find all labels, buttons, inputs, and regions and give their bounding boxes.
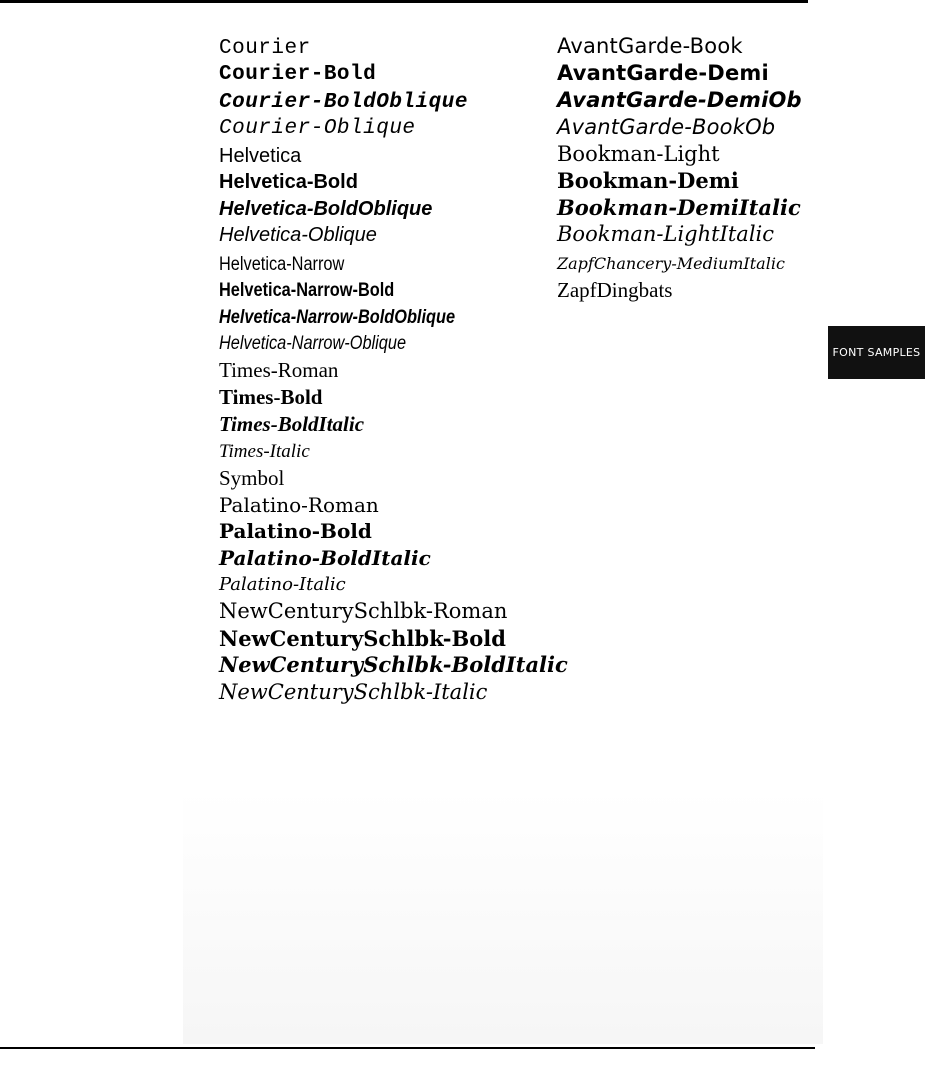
font-sample-newcenturyschlbk-bold: NewCenturySchlbk-Bold	[219, 626, 506, 651]
font-sample-bookman-light: Bookman-Light	[557, 142, 720, 166]
font-sample-times-italic: Times-Italic	[219, 441, 310, 462]
font-sample-newcenturyschlbk-bolditalic: NewCenturySchlbk-BoldItalic	[219, 652, 568, 677]
font-sample-helvetica-narrow-bold: Helvetica-Narrow-Bold	[219, 280, 395, 301]
font-sample-bookman-demiitalic: Bookman-DemiItalic	[557, 195, 801, 220]
font-sample-times-bold: Times-Bold	[219, 385, 323, 409]
font-sample-courier-bold: Courier-Bold	[219, 63, 377, 86]
font-sample-helvetica-narrow-boldoblique: Helvetica-Narrow-BoldOblique	[219, 307, 456, 328]
font-sample-palatino-bold: Palatino-Bold	[219, 519, 372, 543]
font-sample-times-roman: Times-Roman	[219, 358, 339, 382]
font-sample-times-bolditalic: Times-BoldItalic	[219, 412, 365, 436]
font-sample-palatino-bolditalic: Palatino-BoldItalic	[219, 546, 431, 570]
font-sample-zapfdingbats: ZapfDingbats	[557, 278, 673, 302]
page-background	[183, 790, 823, 1044]
font-sample-newcenturyschlbk-italic: NewCenturySchlbk-Italic	[219, 680, 488, 704]
bottom-rule	[0, 1047, 815, 1049]
font-sample-courier-boldoblique: Courier-BoldOblique	[219, 91, 468, 114]
font-sample-helvetica: Helvetica	[219, 145, 302, 167]
font-sample-helvetica-oblique: Helvetica-Oblique	[219, 224, 377, 246]
font-sample-avantgarde-bookob: AvantGarde-BookOb	[557, 115, 776, 139]
top-rule	[0, 0, 808, 3]
font-sample-newcenturyschlbk-roman: NewCenturySchlbk-Roman	[219, 599, 508, 623]
font-sample-bookman-lightitalic: Bookman-LightItalic	[557, 222, 775, 246]
font-sample-helvetica-boldoblique: Helvetica-BoldOblique	[219, 198, 433, 220]
font-sample-avantgarde-demiob: AvantGarde-DemiOb	[557, 88, 802, 112]
font-sample-avantgarde-demi: AvantGarde-Demi	[557, 61, 769, 85]
font-sample-zapfchancery-mediumitalic: ZapfChancery-MediumItalic	[557, 254, 785, 273]
font-sample-bookman-demi: Bookman-Demi	[557, 168, 739, 193]
font-sample-palatino-roman: Palatino-Roman	[219, 493, 379, 517]
font-sample-helvetica-narrow-oblique: Helvetica-Narrow-Oblique	[219, 333, 407, 354]
font-sample-symbol: Symbol	[219, 466, 285, 490]
font-sample-helvetica-bold: Helvetica-Bold	[219, 171, 358, 193]
font-sample-palatino-italic: Palatino-Italic	[219, 574, 346, 595]
font-sample-avantgarde-book: AvantGarde-Book	[557, 34, 743, 58]
font-sample-courier: Courier	[219, 37, 311, 60]
font-samples-section-tab: FONT SAMPLES	[828, 326, 925, 379]
font-sample-helvetica-narrow: Helvetica-Narrow	[219, 254, 345, 275]
font-sample-courier-oblique: Courier-Oblique	[219, 117, 416, 140]
